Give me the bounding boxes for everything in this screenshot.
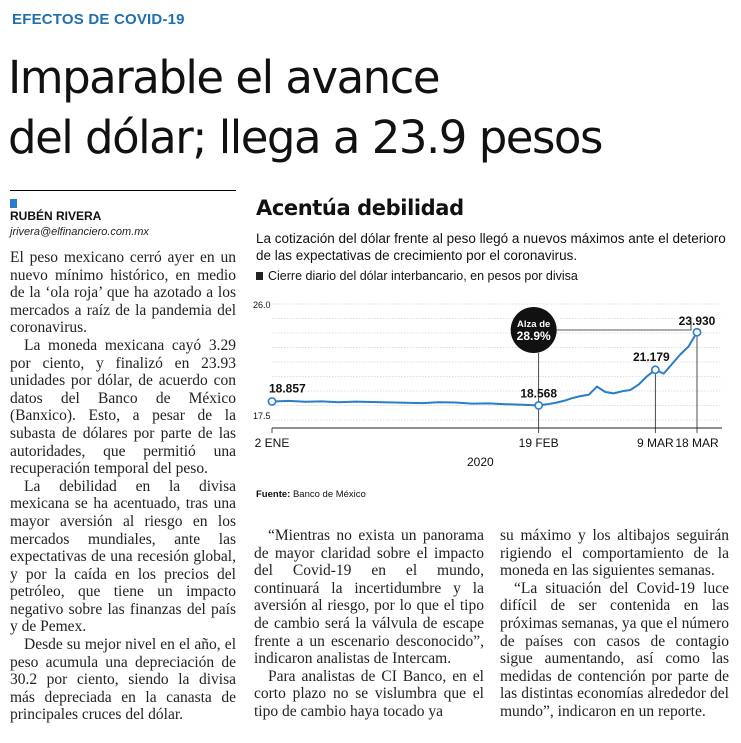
author-name: RUBÉN RIVERA: [10, 209, 102, 223]
series-line: [272, 332, 697, 405]
x-tick-label: 9 MAR: [636, 436, 674, 450]
data-point: [652, 366, 659, 373]
callout-value: 28.9%: [516, 329, 551, 343]
source-label: Fuente:: [256, 489, 291, 500]
y-tick-label: 17.5: [253, 411, 271, 421]
paragraph: “La situación del Covid-19 luce difícil de ser contenida en las próximas semanas, ya que el número de países con casos de contagio sigue aumentando, así como las medidas de contención por parte de las distintas economías alrededor del mundo”, indicaron en un reporte.: [500, 579, 729, 720]
legend-label: Cierre diario del dólar interbancario, en pesos por divisa: [268, 269, 578, 283]
paragraph: Desde su mejor nivel en el año, el peso acumula una depreciación de 30.2 por ciento, siendo la divisa más depreciada en la canasta de principales cruces del dólar.: [10, 636, 236, 724]
callout-text: Alza de: [517, 319, 551, 330]
headline-line-1: Imparable el avance: [8, 51, 440, 104]
paragraph: su máximo y los altibajos seguirán rigiendo el comportamiento de la moneda en las siguientes semanas.: [500, 527, 729, 580]
chart-source: [256, 489, 366, 500]
x-tick-label: 18 MAR: [675, 436, 719, 450]
x-tick-label: 2 ENE: [254, 436, 290, 450]
data-label: 21.179: [632, 349, 670, 364]
section-kicker: EFECTOS DE COVID-19: [12, 11, 185, 28]
chart-subtitle: La cotización del dólar frente al peso llegó a nuevos máximos ante el deterioro de las expectativas de crecimiento por el coronavirus.: [256, 231, 726, 263]
chart-title: Acentúa debilidad: [256, 196, 464, 220]
chart-legend: [256, 269, 578, 283]
data-label: 23.930: [678, 314, 716, 329]
body-column-1: [10, 249, 236, 724]
data-label: 18.568: [520, 386, 558, 401]
legend-square-icon: [256, 272, 263, 280]
data-point: [268, 398, 275, 405]
byline-rule: [10, 190, 236, 191]
y-tick-label: 26.0: [253, 300, 271, 310]
callout-bracket: [557, 318, 691, 330]
data-point: [693, 329, 700, 336]
paragraph: Para analistas de CI Banco, en el corto plazo no se vislumbra que el tipo de cambio haya tocado ya: [254, 667, 484, 720]
paragraph: “Mientras no exista un panorama de mayor claridad sobre el impacto del Covid-19 en el mundo, continuará la incertidumbre y la aversión al riesgo, por lo que el tipo de cambio será la válvula de escape frente a un escenario desconocido”, indicaron analistas de Intercam.: [254, 527, 484, 668]
paragraph: El peso mexicano cerró ayer en un nuevo mínimo histórico, en medio de la ‘ola roja’ que ha azotado a los mercados a raíz de la pandemia del coronavirus.: [10, 249, 236, 337]
body-column-2: [254, 527, 484, 721]
source-value: Banco de México: [292, 489, 366, 500]
data-point: [535, 402, 542, 409]
body-column-3: [500, 527, 729, 721]
author-email[interactable]: jrivera@elfinanciero.com.mx: [10, 226, 149, 238]
dollar-peso-chart: [252, 292, 734, 482]
x-tick-label: 19 FEB: [518, 436, 559, 450]
data-label: 18.857: [269, 381, 306, 396]
paragraph: La moneda mexicana cayó 3.29 por ciento, y finalizó en 23.93 unidades por dólar, de acuerdo con datos del Banco de México (Banxico). Esto, a pesar de la subasta de dólares por parte de las autoridades, que permitió una recuperación temporal del peso.: [10, 336, 236, 478]
paragraph: La debilidad en la divisa mexicana se ha acentuado, tras una mayor aversión al riesgo en los mercados mundiales, ante las expectativas de una recesión global, y por la caída en los precios del petróleo, que tiene un impacto negativo sobre las finanzas del país y de Pemex.: [10, 477, 236, 636]
x-axis-year: 2020: [466, 455, 494, 469]
headline: [8, 48, 733, 168]
byline-marker-icon: [10, 199, 17, 208]
headline-line-2: del dólar; llega a 23.9 pesos: [8, 111, 602, 164]
